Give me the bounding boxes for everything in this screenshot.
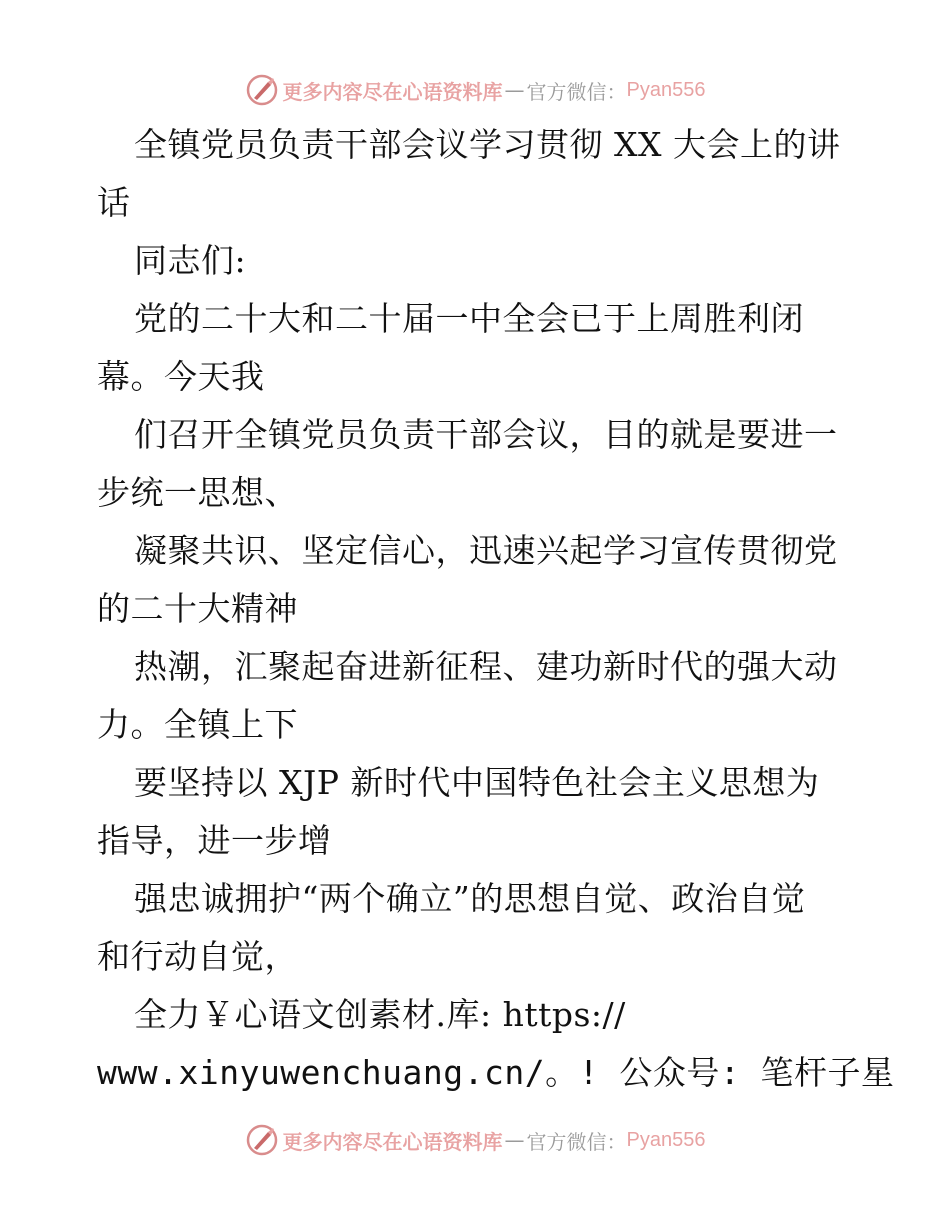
paragraph-line: 党的二十大和二十届一中全会已于上周胜利闭 xyxy=(134,299,804,338)
paragraph-line: 指导，进一步增 xyxy=(97,821,332,860)
paragraph-line: 和行动自觉， xyxy=(97,937,298,976)
quill-pen-circle-icon xyxy=(245,1123,279,1157)
watermark-slogan: 更多内容尽在心语资料库 xyxy=(282,1129,503,1154)
paragraph-line: 的二十大精神 xyxy=(97,589,298,628)
watermark-dash: — xyxy=(504,78,525,102)
paragraph-line: 强忠诚拥护“两个确立”的思想自觉、政治自觉 xyxy=(134,879,806,918)
watermark-dash: — xyxy=(504,1128,525,1152)
watermark-wechat-id: Pyan556 xyxy=(626,1128,706,1151)
quill-pen-circle-icon xyxy=(245,73,279,107)
paragraph-line: 力。全镇上下 xyxy=(97,705,298,744)
document-body xyxy=(97,116,895,1102)
paragraph-line: 幕。今天我 xyxy=(97,357,265,396)
watermark-slogan: 更多内容尽在心语资料库 xyxy=(282,79,503,104)
paragraph-line: 全力￥心语文创素材.库: https:// xyxy=(134,995,626,1034)
paragraph-line: 热潮，汇聚起奋进新征程、建功新时代的强大动 xyxy=(134,647,838,686)
watermark-banner-top xyxy=(0,70,950,110)
watermark-banner-bottom xyxy=(0,1120,950,1160)
document-title-line-1: 全镇党员负责干部会议学习贯彻 XX 大会上的讲 xyxy=(134,125,841,164)
salutation: 同志们: xyxy=(134,241,247,280)
watermark-wechat-id: Pyan556 xyxy=(626,78,706,101)
paragraph-line: 们召开全镇党员负责干部会议，目的就是要进一 xyxy=(134,415,838,454)
url-line: www.xinyuwenchuang.cn/。! 公众号: 笔杆子星 xyxy=(97,1053,895,1092)
paragraph-line: 要坚持以 XJP 新时代中国特色社会主义思想为 xyxy=(134,763,820,802)
watermark-wechat-label: 官方微信： xyxy=(526,79,627,104)
paragraph-line: 步统一思想、 xyxy=(97,473,298,512)
watermark-wechat-label: 官方微信： xyxy=(526,1129,627,1154)
document-title-line-2: 话 xyxy=(97,183,131,222)
paragraph-line: 凝聚共识、坚定信心，迅速兴起学习宣传贯彻党 xyxy=(134,531,838,570)
